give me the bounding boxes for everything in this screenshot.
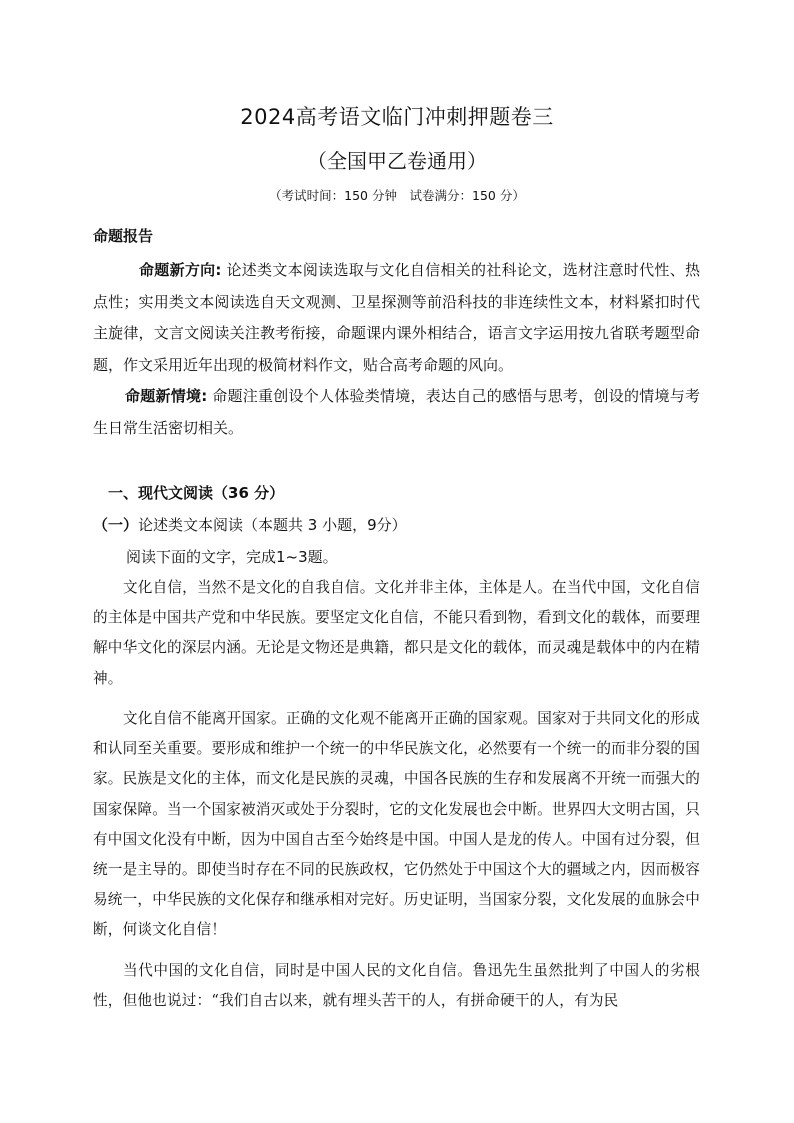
direction-text: 论述类文本阅读选取与文化自信相关的社科论文，选材注意时代性、热点性；实用类文本阅读选自天文观测、卫星探测等前沿科技的非连续性文本，材料紧扣时代主旋律，文言文阅读关注教考衔接，命题课内课外相结合，语言文字运用按九省联考题型命题，作文采用近年出现的极简材料作文，贴合高考命题的风向。 <box>93 261 700 374</box>
subsection-label: （一） <box>93 516 139 534</box>
section-heading: 一、现代文阅读（36 分） <box>108 484 285 502</box>
situation-label: 命题新情境: <box>125 387 208 405</box>
exam-title: 2024高考语文临门冲刺押题卷三 <box>240 105 554 129</box>
situation-text: 命题注重创设个人体验类情境，表达自己的感悟与思考，创设的情境与考生日常生活密切相关。 <box>93 387 700 437</box>
passage-paragraph-2: 文化自信不能离开国家。正确的文化观不能离开正确的国家观。国家对于共同文化的形成和认同至关重要。要形成和维护一个统一的中华民族文化，必然要有一个统一的而非分裂的国家。民族是文化的主体，而文化是民族的灵魂，中国各民族的生存和发展离不开统一而强大的国家保障。当一个国家被消灭或处于分裂时，它的文化发展也会中断。世界四大文明古国，只有中国文化没有中断，因为中国自古至今始终是中国。中国人是龙的传人。中国有过分裂，但统一是主导的。即使当时存在不同的民族政权，它仍然处于中国这个大的疆域之内，因而极容易统一，中华民族的文化保存和继承相对完好。历史证明，当国家分裂，文化发展的血脉会中断，何谈文化自信！ <box>93 710 700 939</box>
passage-paragraph-3: 当代中国的文化自信，同时是中国人民的文化自信。鲁迅先生虽然批判了中国人的劣根性，但他也说过：“我们自古以来，就有埋头苦干的人，有拼命硬干的人，有为民 <box>93 962 700 1010</box>
exam-info: （考试时间：150 分钟 试卷满分：150 分） <box>269 188 525 203</box>
reading-instruction: 阅读下面的文字，完成1~3题。 <box>126 548 338 566</box>
subsection-text: 论述类文本阅读（本题共 3 小题，9分） <box>138 516 407 534</box>
direction-label: 命题新方向: <box>139 261 222 279</box>
passage-paragraph-1: 文化自信，当然不是文化的自我自信。文化并非主体，主体是人。在当代中国，文化自信的主体是中国共产党和中华民族。要坚定文化自信，不能只看到物，看到文化的载体，而要理解中华文化的深层内涵。无论是文物还是典籍，都只是文化的载体，而灵魂是载体中的内在精神。 <box>93 579 700 687</box>
report-direction-paragraph <box>93 255 700 381</box>
report-heading: 命题报告 <box>93 227 154 245</box>
subsection-heading <box>93 514 593 535</box>
exam-subtitle: （全国甲乙卷通用） <box>307 149 487 173</box>
report-situation-paragraph <box>93 381 700 444</box>
